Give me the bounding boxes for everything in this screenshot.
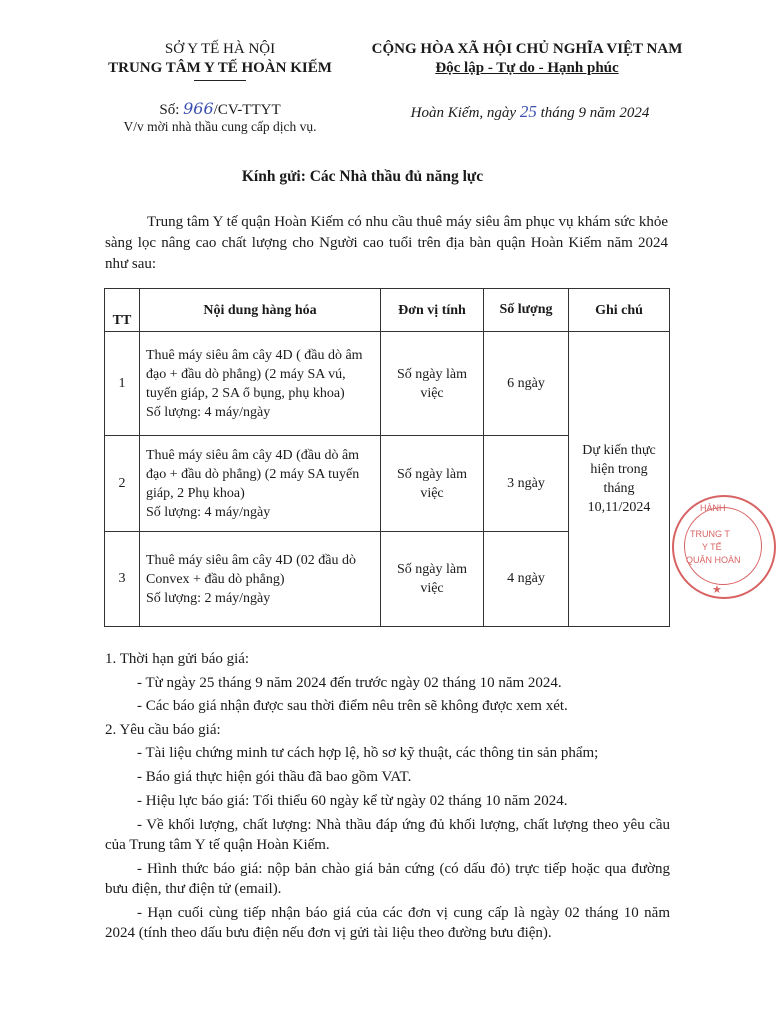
row-desc-qty: Số lượng: 4 máy/ngày — [146, 404, 271, 420]
row-qty: 3 ngày — [484, 436, 569, 532]
row-desc-qty: Số lượng: 4 máy/ngày — [146, 504, 271, 520]
row-note: Dự kiến thực hiện trong tháng 10,11/2024 — [569, 332, 670, 627]
intro-paragraph: Trung tâm Y tế quận Hoàn Kiếm có nhu cầu thuê máy siêu âm phục vụ khám sức khỏe sàng lọc nâng cao chất lượng cho Người cao tuổi trên địa bàn quận Hoàn Kiếm năm 2024 như sau: — [105, 214, 668, 272]
parent-agency: SỞ Y TẾ HÀ NỘI — [164, 41, 276, 57]
agency-name: TRUNG TÂM Y TẾ HOÀN KIẾM — [108, 60, 332, 76]
date-suffix: tháng 9 năm 2024 — [536, 105, 650, 121]
row-desc-qty: Số lượng: 2 máy/ngày — [146, 590, 271, 606]
row-desc-text: Thuê máy siêu âm cây 4D (02 đầu dò Convex + đầu dò phẳng) — [146, 552, 356, 587]
seal-text-line1: TRUNG T — [690, 529, 730, 539]
row-tt: 1 — [105, 332, 140, 436]
handwritten-number: 966 — [183, 99, 214, 118]
row-desc-text: Thuê máy siêu âm cây 4D (đầu dò âm đạo + đầu dò phẳng) (2 máy SA tuyến giáp, 2 Phụ khoa) — [146, 447, 360, 501]
row-tt: 3 — [105, 532, 140, 627]
row-qty: 4 ngày — [484, 532, 569, 627]
section-item: - Từ ngày 25 tháng 9 năm 2024 đến trước ngày 02 tháng 10 năm 2024. — [137, 674, 562, 691]
handwritten-day: 25 — [519, 102, 537, 121]
document-number — [100, 99, 340, 119]
seal-star-icon: ★ — [712, 584, 722, 596]
number-prefix: Số: — [159, 102, 184, 118]
section-item: - Hạn cuối cùng tiếp nhận báo giá của các đơn vị cung cấp là ngày 02 tháng 10 năm 2024 (tính theo dấu bưu điện nếu đơn vị gửi tài liệu theo đường bưu điện). — [105, 905, 670, 942]
row-desc — [140, 332, 381, 436]
row-tt: 2 — [105, 436, 140, 532]
date-prefix: Hoàn Kiếm, ngày — [410, 105, 520, 121]
section-item: - Tài liệu chứng minh tư cách hợp lệ, hồ sơ kỹ thuật, các thông tin sản phẩm; — [137, 745, 599, 762]
header-qty: Số lượng — [484, 289, 569, 332]
goods-table — [104, 288, 670, 627]
row-unit: Số ngày làm việc — [381, 436, 484, 532]
red-seal-stamp — [672, 495, 776, 599]
seal-text-top: HÀNH — [700, 503, 726, 513]
seal-text-line3: QUẬN HOÀN — [686, 555, 741, 565]
greeting: Kính gửi: Các Nhà thầu đủ năng lực — [241, 168, 484, 185]
header-unit: Đơn vị tính — [381, 289, 484, 332]
section-item: - Các báo giá nhận được sau thời điểm nêu trên sẽ không được xem xét. — [137, 698, 568, 715]
row-unit: Số ngày làm việc — [381, 332, 484, 436]
section-item: - Hình thức báo giá: nộp bản chào giá bản cứng (có dấu đỏ) trực tiếp hoặc qua đường bưu điện, thư điện tử (email). — [105, 861, 670, 898]
row-desc-text: Thuê máy siêu âm cây 4D ( đầu dò âm đạo + đầu dò phẳng) (2 máy SA vú, tuyến giáp, 2 SA ổ bụng, phụ khoa) — [146, 347, 363, 401]
row-qty: 6 ngày — [484, 332, 569, 436]
row-desc — [140, 436, 381, 532]
table-header-row — [105, 289, 670, 332]
number-suffix: /CV-TTYT — [213, 102, 281, 118]
national-motto — [368, 40, 686, 78]
section-item: - Báo giá thực hiện gói thầu đã bao gồm VAT. — [137, 768, 412, 785]
section-item: - Về khối lượng, chất lượng: Nhà thầu đáp ứng đủ khối lượng, chất lượng theo yêu cầu của Trung tâm Y tế quận Hoàn Kiếm. — [105, 817, 670, 854]
row-desc — [140, 532, 381, 627]
seal-inner-ring — [684, 507, 762, 585]
requirements-body — [105, 648, 670, 945]
table-row — [105, 332, 670, 436]
header-tt: TT — [105, 289, 140, 332]
section-item: - Hiệu lực báo giá: Tối thiểu 60 ngày kể từ ngày 02 tháng 10 năm 2024. — [137, 792, 568, 809]
seal-text-line2: Y TẾ — [702, 542, 722, 552]
row-unit: Số ngày làm việc — [381, 532, 484, 627]
section-title: 1. Thời hạn gửi báo giá: — [105, 651, 250, 667]
document-subject: V/v mời nhà thầu cung cấp dịch vụ. — [123, 119, 317, 134]
header-note: Ghi chú — [569, 289, 670, 332]
motto: Độc lập - Tự do - Hạnh phúc — [435, 60, 619, 76]
date-line — [380, 102, 680, 122]
country-name: CỘNG HÒA XÃ HỘI CHỦ NGHĨA VIỆT NAM — [371, 41, 683, 57]
issuing-agency — [100, 40, 340, 81]
agency-underline — [194, 80, 246, 81]
section-title: 2. Yêu cầu báo giá: — [105, 721, 221, 738]
header-desc: Nội dung hàng hóa — [140, 289, 381, 332]
